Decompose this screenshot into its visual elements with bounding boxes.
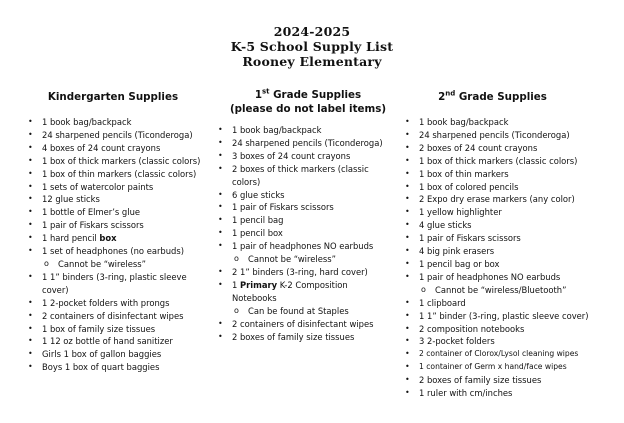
bullet-icon: • [405, 117, 410, 126]
list-item: • 1 pair of Fiskars scissors [405, 233, 521, 244]
list-item: • 2 containers of disinfectant wipes [28, 310, 184, 321]
list-item: • 1 book bag/backpack [218, 125, 322, 135]
second-grade-list [405, 116, 603, 400]
bullet-icon: • [28, 194, 33, 204]
bullet-icon: • [28, 233, 33, 243]
bullet-icon: • [405, 349, 410, 359]
bullet-icon: • [218, 125, 223, 134]
bullet-icon: • [28, 336, 33, 346]
bullet-icon: • [28, 207, 33, 217]
bullet-icon: • [28, 142, 33, 152]
bullet-icon: • [405, 271, 410, 281]
list-item: • 1 1” binders (3-ring, plastic sleeve cover) [28, 271, 187, 295]
list-item: • 24 sharpened pencils (Ticonderoga) [405, 129, 570, 140]
list-item: • 1 hard pencil box [28, 233, 117, 244]
bullet-icon: • [218, 202, 223, 212]
list-item: • 1 set of headphones (no earbuds) [28, 246, 184, 257]
list-item: • 1 box of colored pencils [405, 181, 519, 192]
title-school-name: Rooney Elementary [242, 54, 382, 69]
bullet-icon: • [28, 271, 33, 281]
bullet-icon: • [405, 362, 410, 372]
list-sub-item: o Cannot be “wireless/Bluetooth” [421, 284, 567, 295]
bullet-icon: • [218, 150, 223, 160]
list-item: • 2 boxes of thick markers (classic colors) [218, 163, 369, 187]
list-item: • 1 box of thin markers [405, 168, 509, 179]
list-item: • 1 Primary K-2 Composition Notebooks [218, 279, 348, 303]
list-item: • 3 2-pocket folders [405, 336, 495, 347]
list-item: • 1 box of family size tissues [28, 323, 156, 334]
list-item: • 4 glue sticks [405, 220, 472, 231]
second-grade-column [405, 88, 603, 400]
bullet-icon: • [405, 246, 410, 256]
bullet-icon: • [218, 241, 223, 251]
list-item: • 1 box of thin markers (classic colors) [28, 168, 197, 179]
list-item: • Boys 1 box of quart baggies [28, 362, 160, 373]
list-item: • 1 12 oz bottle of hand sanitizer [28, 336, 173, 347]
list-item: • 1 sets of watercolor paints [28, 181, 154, 192]
list-item: • 1 1” binder (3-ring, plastic sleeve cover) [405, 310, 589, 321]
list-item: • 1 pair of Fiskars scissors [28, 220, 144, 231]
bullet-icon: • [218, 266, 223, 276]
bullet-icon: • [405, 297, 410, 307]
bullet-icon: • [405, 258, 410, 268]
list-item: • 1 box of thick markers (classic colors) [28, 155, 201, 166]
bullet-icon: • [218, 279, 223, 289]
list-item: • 1 ruler with cm/inches [405, 388, 513, 399]
bullet-icon: • [405, 129, 410, 139]
bullet-icon: • [28, 246, 33, 256]
list-item: • 6 glue sticks [218, 189, 285, 200]
bullet-icon: • [28, 310, 33, 320]
bullet-icon: • [28, 297, 33, 307]
bullet-icon: • [28, 349, 33, 359]
bullet-icon: • [218, 331, 223, 341]
bullet-icon: • [218, 215, 223, 225]
list-item: • 2 1” binders (3-ring, hard cover) [218, 266, 368, 277]
bullet-icon: • [405, 220, 410, 230]
first-grade-list [218, 124, 393, 343]
first-grade-subheading: (please do not label items) [229, 103, 387, 115]
list-item: • 2 containers of disinfectant wipes [218, 318, 374, 329]
list-item: • 2 boxes of family size tissues [218, 331, 355, 342]
bullet-icon: • [28, 181, 33, 191]
list-item: • 4 big pink erasers [405, 246, 495, 257]
list-item: • 2 container of Clorox/Lysol cleaning wipes [405, 348, 603, 361]
bullet-icon: • [405, 310, 410, 320]
list-item: • 1 clipboard [405, 297, 466, 308]
bullet-icon: • [405, 233, 410, 243]
list-item: • 1 bottle of Elmer’s glue [28, 207, 141, 218]
title-year: 2024-2025 [273, 24, 351, 39]
list-item: • 1 pencil bag or box [405, 258, 500, 269]
list-item: • 1 container of Germ x hand/face wipes [405, 361, 603, 374]
second-grade-heading: 2nd Grade Supplies [438, 89, 547, 103]
bullet-icon: • [405, 142, 410, 152]
bullet-icon: • [405, 388, 410, 398]
first-grade-heading: 1st Grade Supplies (please do not label items) [229, 87, 387, 115]
bullet-icon: • [28, 168, 33, 178]
list-item: • 1 2-pocket folders with prongs [28, 297, 170, 308]
bullet-icon: • [28, 155, 33, 165]
bullet-icon: • [405, 168, 410, 178]
sub-bullet-icon: o [421, 284, 426, 294]
list-sub-item: o Cannot be “wireless” [234, 254, 336, 265]
bullet-icon: • [218, 189, 223, 199]
list-item: • 1 yellow highlighter [405, 207, 502, 218]
list-item: • 1 pair of headphones NO earbuds [218, 241, 374, 252]
title-list-name: K-5 School Supply List [230, 39, 394, 54]
list-item: • 24 sharpened pencils (Ticonderoga) [218, 137, 383, 148]
sub-bullet-icon: o [234, 305, 239, 315]
bullet-icon: • [28, 362, 33, 372]
bullet-icon: • [28, 129, 33, 139]
list-sub-item: o Cannot be “wireless” [44, 258, 146, 269]
list-item: • 1 box of thick markers (classic colors) [405, 155, 578, 166]
list-item: • Girls 1 box of gallon baggies [28, 349, 162, 360]
bullet-icon: • [218, 163, 223, 173]
list-item: • 1 pencil bag [218, 215, 284, 226]
bullet-icon: • [405, 375, 410, 385]
bullet-icon: • [405, 323, 410, 333]
bullet-icon: • [28, 220, 33, 230]
list-item: • 2 boxes of family size tissues [405, 375, 542, 386]
list-item: • 12 glue sticks [28, 194, 100, 205]
kindergarten-column [28, 88, 208, 374]
bullet-icon: • [405, 155, 410, 165]
list-item: • 1 book bag/backpack [28, 117, 132, 127]
list-item: • 1 book bag/backpack [405, 117, 509, 127]
sub-bullet-icon: o [44, 258, 49, 268]
bullet-icon: • [218, 137, 223, 147]
bullet-icon: • [28, 117, 33, 126]
list-item: • 2 boxes of 24 count crayons [405, 142, 538, 153]
list-sub-item: o Can be found at Staples [234, 305, 349, 316]
list-item: • 1 pencil box [218, 228, 283, 239]
bullet-icon: • [218, 318, 223, 328]
kindergarten-heading: Kindergarten Supplies [47, 91, 179, 103]
list-item: • 24 sharpened pencils (Ticonderoga) [28, 129, 193, 140]
kindergarten-list [28, 116, 208, 374]
list-item: • 2 composition notebooks [405, 323, 525, 334]
bullet-icon: • [405, 181, 410, 191]
bullet-icon: • [405, 207, 410, 217]
list-item: • 2 Expo dry erase markers (any color) [405, 194, 575, 205]
bullet-icon: • [405, 336, 410, 346]
bullet-icon: • [405, 194, 410, 204]
list-item: • 3 boxes of 24 count crayons [218, 150, 351, 161]
bullet-icon: • [28, 323, 33, 333]
sub-bullet-icon: o [234, 254, 239, 264]
list-item: • 1 pair of Fiskars scissors [218, 202, 334, 213]
list-item: • 1 pair of headphones NO earbuds [405, 271, 561, 282]
list-item: • 4 boxes of 24 count crayons [28, 142, 161, 153]
first-grade-column [218, 88, 393, 343]
bullet-icon: • [218, 228, 223, 238]
